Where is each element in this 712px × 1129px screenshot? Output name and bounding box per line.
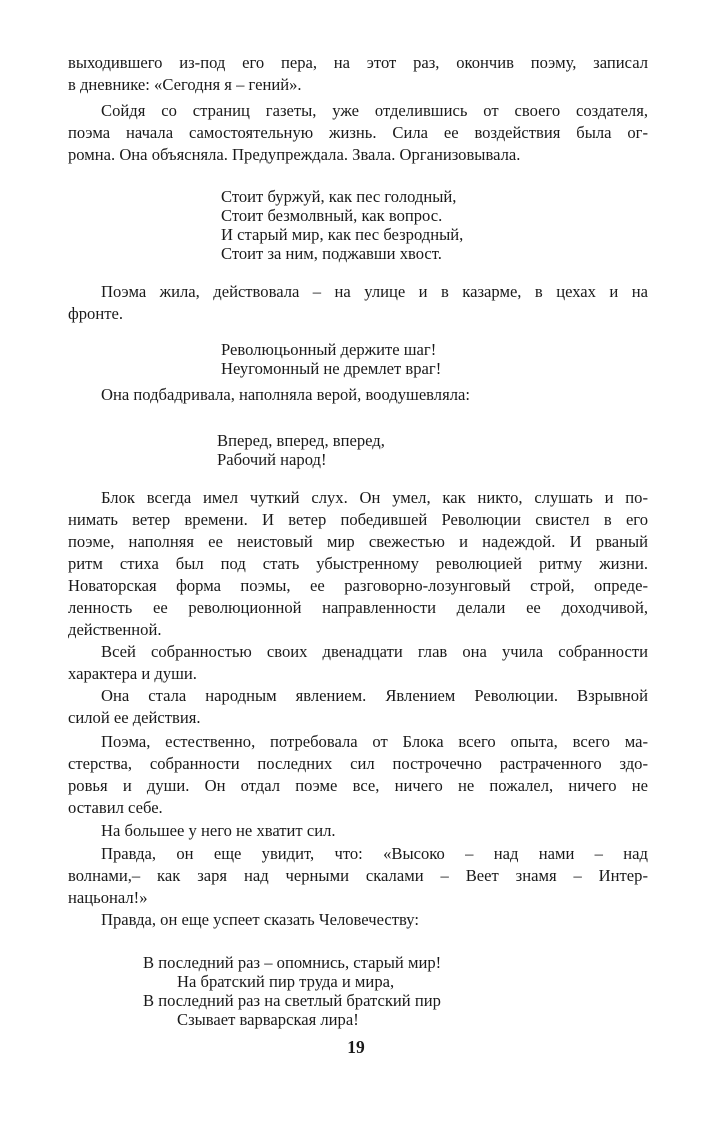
verse-line: Стоит буржуй, как пес голодный, [221,187,457,206]
body-text-line: Новаторская форма поэмы, ее разговорно-лозунговый строй, опреде- [68,576,648,595]
page-number: 19 [347,1037,365,1057]
body-text-line: Правда, он еще увидит, что: «Высоко – над нами – над [101,844,648,863]
verse-line: В последний раз – опомнись, старый мир! [143,953,442,972]
body-text-line: поэме, наполняя ее неистовый мир свежестью и надеждой. И рваный [68,532,648,551]
body-text-line: волнами,– как заря над черными скалами – Веет знамя – Интер- [68,866,648,885]
body-text-line: действенной. [68,620,162,639]
body-text-line: ровья и души. Он отдал поэме все, ничего не пожалел, ничего не [68,776,648,795]
body-text-line: нимать ветер времени. И ветер победившей Революции свистел в его [68,510,648,529]
verse-line: На братский пир труда и мира, [177,972,395,991]
body-text-line: Блок всегда имел чуткий слух. Он умел, как никто, слушать и по- [101,488,648,507]
body-text-line: Она подбадривала, наполняла верой, воодушевляла: [101,385,470,404]
body-text-line: Она стала народным явлением. Явлением Революции. Взрывной [101,686,648,705]
body-text-line: оставил себе. [68,798,163,817]
verse-line: Вперед, вперед, вперед, [217,431,385,450]
body-text-line: выходившего из-под его пера, на этот раз, окончив поэму, записал [68,53,648,72]
body-text-line: характера и души. [68,664,197,683]
body-text-line: Правда, он еще успеет сказать Человечеству: [101,910,419,929]
body-text-line: Всей собранностью своих двенадцати глав она учила собранности [101,642,648,661]
body-text-line: нацьонал!» [68,888,148,907]
body-text-line: Сойдя со страниц газеты, уже отделившись от своего создателя, [101,101,648,120]
body-text-line: Поэма жила, действовала – на улице и в казарме, в цехах и на [101,282,648,301]
body-text-line: силой ее действия. [68,708,201,727]
verse-line: Революцьонный держите шаг! [221,340,437,359]
verse-line: Стоит за ним, поджавши хвост. [221,244,442,263]
body-text-line: Поэма, естественно, потребовала от Блока всего опыта, всего ма- [101,732,648,751]
verse-line: И старый мир, как пес безродный, [221,225,464,244]
verse-line: Рабочий народ! [217,450,327,469]
body-text-line: ритм стиха был под стать убыстренному революцией ритму жизни. [68,554,648,573]
verse-line: Стоит безмолвный, как вопрос. [221,206,443,225]
body-text-line: стерства, собранности последних сил построчечно растраченного здо- [68,754,648,773]
body-text-line: ленность ее революционной направленности делали ее доходчивой, [68,598,648,617]
body-text-line: фронте. [68,304,123,323]
verse-line: В последний раз на светлый братский пир [143,991,441,1010]
verse-line: Сзывает варварская лира! [177,1010,359,1029]
body-text-line: ромна. Она объясняла. Предупреждала. Звала. Организовывала. [68,145,521,164]
body-text-line: в дневнике: «Сегодня я – гений». [68,75,302,94]
verse-line: Неугомонный не дремлет враг! [221,359,442,378]
body-text-line: На большее у него не хватит сил. [101,821,336,840]
body-text-line: поэма начала самостоятельную жизнь. Сила ее воздействия была ог- [68,123,648,142]
